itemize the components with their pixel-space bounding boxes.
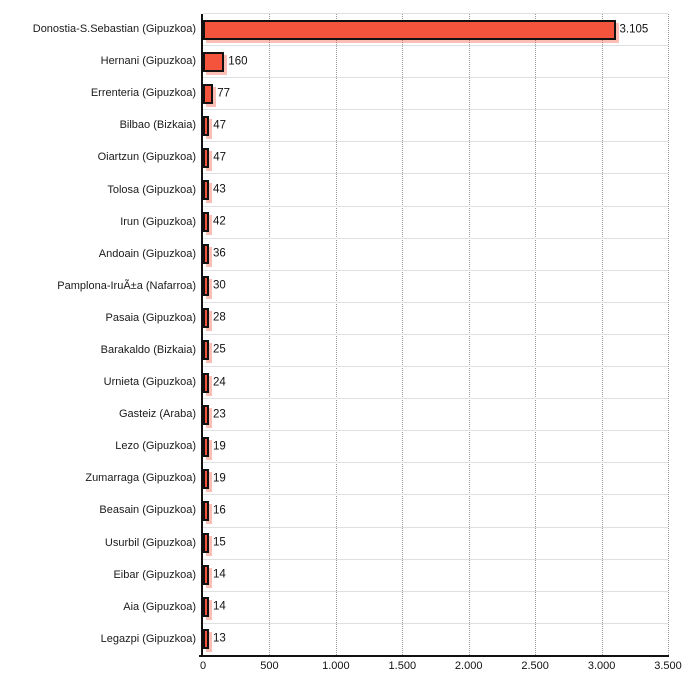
category-label: Usurbil (Gipuzkoa) — [104, 536, 196, 549]
value-label: 77 — [217, 86, 230, 99]
category-label: Irun (Gipuzkoa) — [120, 215, 196, 228]
bar[interactable] — [203, 84, 213, 104]
bar[interactable] — [203, 52, 224, 72]
bar-row — [203, 592, 668, 624]
category-label: Pasaia (Gipuzkoa) — [105, 311, 196, 324]
bar-row — [203, 207, 668, 239]
bar-row — [203, 303, 668, 335]
value-label: 47 — [213, 151, 226, 164]
category-label: Legazpi (Gipuzkoa) — [100, 632, 196, 645]
bar-row — [203, 560, 668, 592]
value-label: 24 — [213, 375, 226, 388]
category-label: Aia (Gipuzkoa) — [123, 600, 196, 613]
bar-row — [203, 463, 668, 495]
bar-row — [203, 14, 668, 46]
value-label: 47 — [213, 119, 226, 132]
category-label: Lezo (Gipuzkoa) — [115, 440, 196, 453]
category-label: Eibar (Gipuzkoa) — [113, 568, 196, 581]
bar-row — [203, 46, 668, 78]
category-label: Beasain (Gipuzkoa) — [99, 504, 196, 517]
value-label: 30 — [213, 279, 226, 292]
value-label: 23 — [213, 407, 226, 420]
value-label: 36 — [213, 247, 226, 260]
bar-row — [203, 399, 668, 431]
value-label: 160 — [228, 54, 248, 67]
category-label: Gasteiz (Araba) — [118, 408, 196, 421]
category-label: Zumarraga (Gipuzkoa) — [85, 472, 196, 485]
plot-area — [203, 13, 668, 655]
bar-row — [203, 431, 668, 463]
value-label: 42 — [213, 215, 226, 228]
category-label: Tolosa (Gipuzkoa) — [107, 183, 196, 196]
category-label: Barakaldo (Bizkaia) — [100, 343, 196, 356]
category-label: Pamplona-IruÃ±a (Nafarroa) — [57, 279, 196, 292]
value-label: 14 — [213, 600, 226, 613]
bar-row — [203, 271, 668, 303]
bar-row — [203, 495, 668, 527]
value-label: 13 — [213, 632, 226, 645]
x-tick-label: 3.500 — [654, 660, 682, 672]
value-label: 28 — [213, 311, 226, 324]
value-label: 43 — [213, 183, 226, 196]
bar-row — [203, 78, 668, 110]
value-label: 3.105 — [619, 22, 649, 35]
bar-row — [203, 624, 668, 655]
category-label: Urnieta (Gipuzkoa) — [103, 376, 196, 389]
x-tick-label: 2.500 — [521, 660, 549, 672]
value-label: 19 — [213, 472, 226, 485]
value-label: 25 — [213, 343, 226, 356]
category-label: Errenteria (Gipuzkoa) — [90, 87, 196, 100]
category-axis-labels — [0, 13, 196, 655]
x-tick-label: 1.000 — [322, 660, 350, 672]
x-tick-label: 500 — [260, 660, 279, 672]
y-axis-line — [201, 14, 203, 656]
bar-row — [203, 174, 668, 206]
bar[interactable] — [203, 20, 616, 40]
value-label: 19 — [213, 440, 226, 453]
bar-row — [203, 528, 668, 560]
category-label: Hernani (Gipuzkoa) — [100, 55, 196, 68]
value-label: 16 — [213, 504, 226, 517]
value-label: 14 — [213, 568, 226, 581]
bar-row — [203, 110, 668, 142]
bar-rows-layer — [203, 14, 668, 655]
gridline-3.500 — [668, 14, 669, 655]
bar-row — [203, 335, 668, 367]
value-label: 15 — [213, 536, 226, 549]
x-tick-label: 3.000 — [587, 660, 616, 672]
category-label: Oiartzun (Gipuzkoa) — [97, 151, 196, 164]
bar-row — [203, 367, 668, 399]
x-axis-line — [199, 655, 669, 657]
x-tick-label: 2.000 — [454, 660, 483, 672]
bar-row — [203, 142, 668, 174]
x-tick-label: 0 — [199, 660, 207, 672]
bar-row — [203, 239, 668, 271]
category-label: Donostia-S.Sebastian (Gipuzkoa) — [32, 23, 196, 36]
x-tick-label: 1.500 — [388, 660, 417, 672]
category-label: Andoain (Gipuzkoa) — [98, 247, 196, 260]
category-label: Bilbao (Bizkaia) — [119, 119, 196, 132]
